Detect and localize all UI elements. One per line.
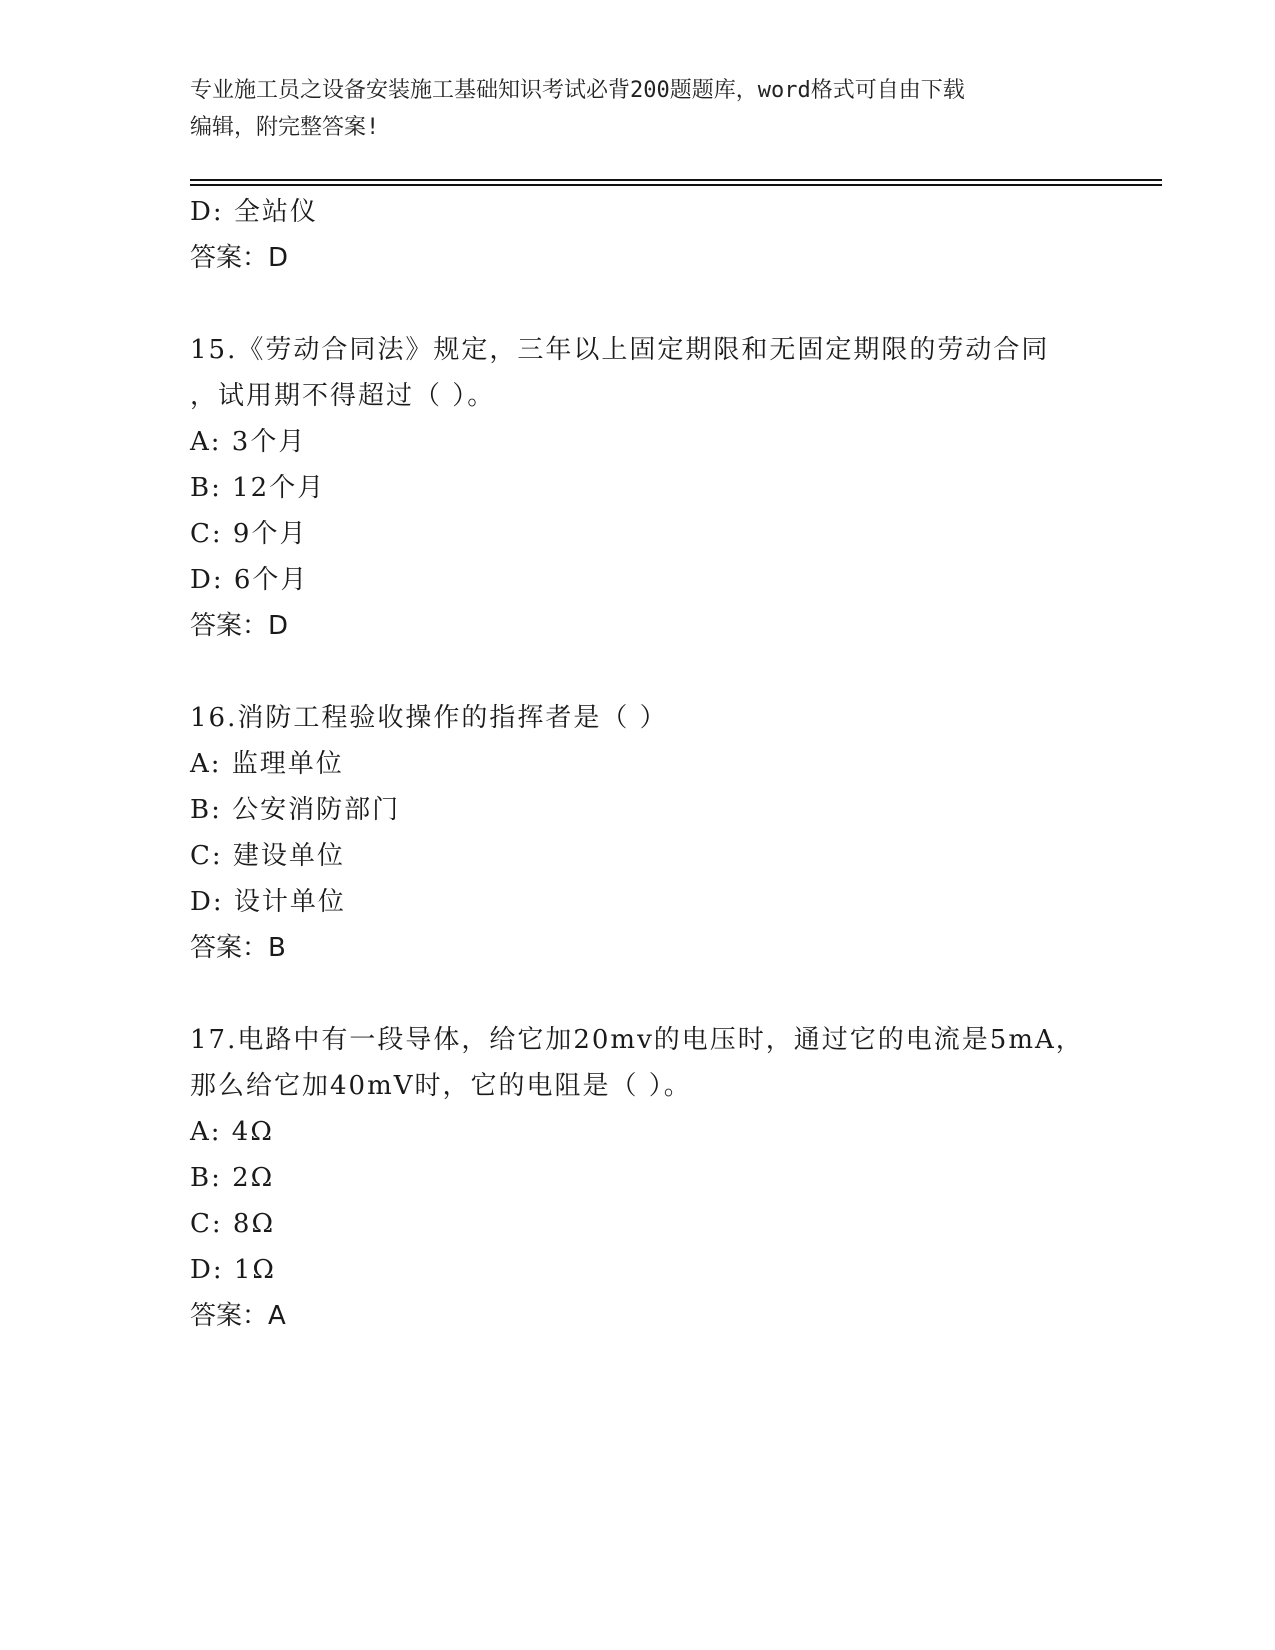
header-title-line-1: 专业施工员之设备安装施工基础知识考试必背200题题库，word格式可自由下载 (190, 78, 965, 103)
prev-option-d: D: 全站仪 (190, 197, 318, 227)
prev-answer: 答案：D (190, 243, 289, 273)
header-divider-top (190, 179, 1162, 181)
spacer (190, 281, 1090, 327)
q17-option-b: B: 2Ω (190, 1163, 275, 1193)
spacer (190, 971, 1090, 1017)
q17-answer: 答案：A (190, 1301, 286, 1331)
header-divider-bottom (190, 184, 1162, 186)
q15-stem-line-2: ，试用期不得超过（ ）。 (190, 381, 496, 411)
q15-option-a: A: 3个月 (190, 427, 307, 457)
q15-option-c: C: 9个月 (190, 519, 308, 549)
q16-option-b: B: 公安消防部门 (190, 795, 401, 825)
q15-option-b: B: 12个月 (190, 473, 326, 503)
header-title-line-2: 编辑，附完整答案! (190, 115, 380, 140)
q15-option-d: D: 6个月 (190, 565, 309, 595)
q15-answer: 答案：D (190, 611, 289, 641)
question-list (190, 189, 1090, 1339)
q16-answer: 答案：B (190, 933, 286, 963)
q16-option-c: C: 建设单位 (190, 841, 345, 871)
q16-stem-line-1: 16.消防工程验收操作的指挥者是（ ） (190, 703, 668, 733)
q16-option-d: D: 设计单位 (190, 887, 346, 917)
q17-option-c: C: 8Ω (190, 1209, 276, 1239)
q17-option-d: D: 1Ω (190, 1255, 276, 1285)
q17-stem-line-2: 那么给它加40mV时，它的电阻是（ ）。 (190, 1071, 692, 1101)
q16-option-a: A: 监理单位 (190, 749, 344, 779)
q17-stem-line-1: 17.电路中有一段导体，给它加20mv的电压时，通过它的电流是5mA， (190, 1025, 1084, 1055)
spacer (190, 649, 1090, 695)
page-header (190, 72, 1070, 146)
q15-stem-line-1: 15.《劳动合同法》规定，三年以上固定期限和无固定期限的劳动合同 (190, 335, 1050, 365)
q17-option-a: A: 4Ω (190, 1117, 274, 1147)
